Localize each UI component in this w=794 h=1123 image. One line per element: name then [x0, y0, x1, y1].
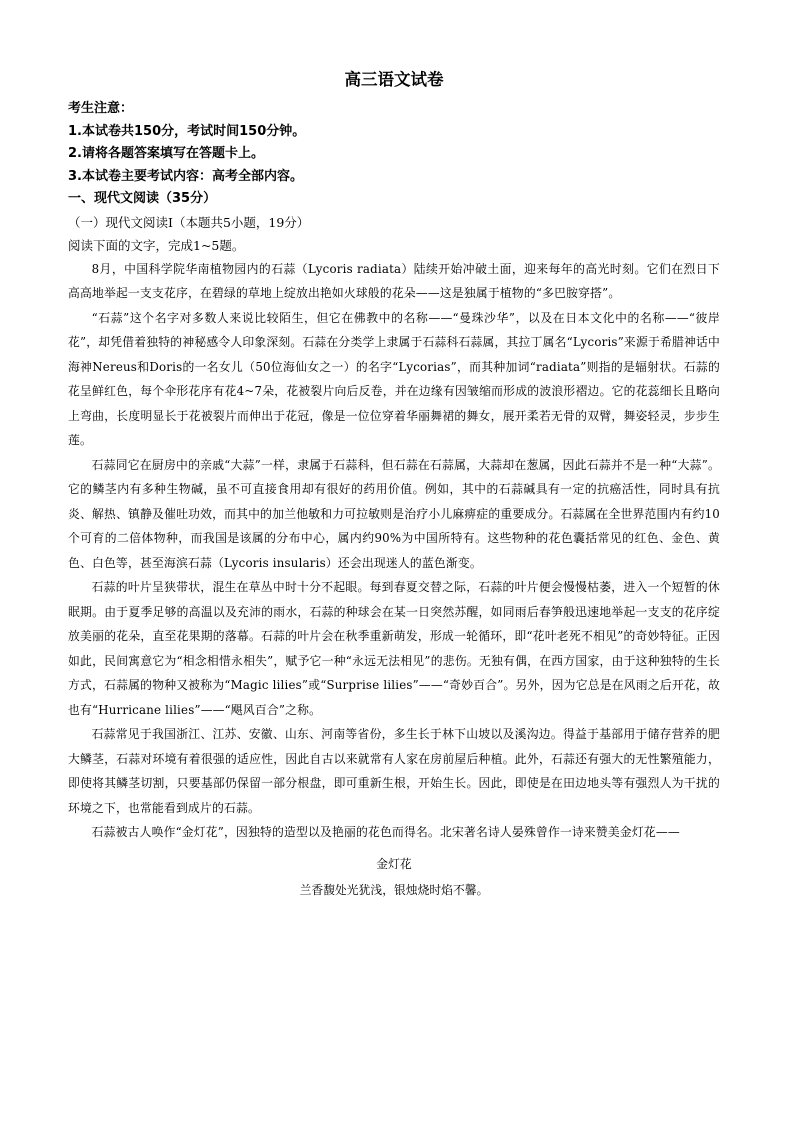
reading-passage — [68, 257, 720, 845]
exam-title: 高三语文试卷 — [344, 70, 444, 89]
passage-paragraph: 石蒜被古人唤作“金灯花”，因独特的造型以及艳丽的花色而得名。北宋著名诗人晏殊曾作一诗来赞美金灯花—— — [91, 825, 680, 839]
notice-item: 1.本试卷共150分，考试时间150分钟。 — [68, 123, 306, 139]
passage-paragraph: 石蒜同它在厨房中的亲戚“大蒜”一样，隶属于石蒜科，但石蒜在石蒜属，大蒜却在葱属，因此石蒜并不是一种“大蒜”。它的鳞茎内有多种生物碱，虽不可直接食用却有很好的药用价值。例如，其中的石蒜碱具有一定的抗癌活性，同时具有抗炎、解热、镇静及催吐功效，而其中的加兰他敏和力可拉敏则是治疗小儿麻痹症的重要成分。石蒜属在全世界范围内有约10个可育的二倍体物种，而我国是该属的分布中心，属内约90%为中国所特有。这些物种的花色囊括常见的红色、金色、黄色、白色等，甚至海滨石蒜（Lycoris insularis）还会出现迷人的蓝色渐变。 — [68, 457, 720, 570]
section-subheading: （一）现代文阅读Ⅰ（本题共5小题，19分） — [68, 214, 310, 230]
notice-heading: 考生注意： — [68, 101, 134, 116]
poem-title: 金灯花 — [376, 856, 412, 871]
reading-instruction: 阅读下面的文字，完成1~5题。 — [68, 237, 245, 253]
notice-item: 2.请将各题答案填写在答题卡上。 — [68, 146, 264, 161]
poem-block — [68, 851, 720, 903]
section-heading: 一、现代文阅读（35分） — [68, 191, 217, 206]
passage-paragraph: 8月，中国科学院华南植物园内的石蒜（Lycoris radiata）陆续开始冲破土面，迎来每年的高光时刻。它们在烈日下高高地举起一支支花序，在碧绿的草地上绽放出艳如火球般的花朵——这是独属于植物的“多巴胺穿搭”。 — [68, 261, 720, 300]
notice-block — [68, 98, 720, 188]
poem-line: 兰香馥处光犹浅，银烛烧时焰不馨。 — [299, 882, 489, 897]
passage-paragraph: “石蒜”这个名字对多数人来说比较陌生，但它在佛教中的名称——“曼珠沙华”，以及在日本文化中的名称——“彼岸花”，却凭借着独特的神秘感令人印象深刻。石蒜在分类学上隶属于石蒜科石蒜属，其拉丁属名“Lycoris”来源于希腊神话中海神Nereus和Doris的一名女儿（50位海仙女之一）的名字“Lycorias”，而其种加词“radiata”则指的是辐射状。石蒜的花呈鲜红色，每个伞形花序有花4~7朵，花被裂片向后反卷，并在边缘有因皱缩而形成的波浪形褶边。它的花蕊细长且略向上弯曲，长度明显长于花被裂片而伸出于花冠，像是一位位穿着华丽舞裙的舞女，展开柔若无骨的双臂，舞姿轻灵，步步生莲。 — [68, 310, 720, 447]
exam-page — [68, 68, 720, 903]
passage-paragraph: 石蒜常见于我国浙江、江苏、安徽、山东、河南等省份，多生长于林下山坡以及溪沟边。得益于基部用于储存营养的肥大鳞茎，石蒜对环境有着很强的适应性，因此自古以来就常有人家在房前屋后种植。此外，石蒜还有强大的无性繁殖能力，即使将其鳞茎切割，只要基部仍保留一部分根盘，即可重新生根，开始生长。因此，即使是在田边地头等有强烈人为干扰的环境之下，也常能看到成片的石蒜。 — [68, 727, 720, 815]
notice-item: 3.本试卷主要考试内容：高考全部内容。 — [68, 168, 303, 184]
passage-paragraph: 石蒜的叶片呈狭带状，混生在草丛中时十分不起眼。每到春夏交替之际，石蒜的叶片便会慢慢枯萎，进入一个短暂的休眠期。由于夏季足够的高温以及充沛的雨水，石蒜的种球会在某一日突然苏醒，如同雨后春笋般迅速地举起一支支的花序绽放美丽的花朵，直至花果期的落幕。石蒜的叶片会在秋季重新萌发，形成一轮循环，即“花叶老死不相见”的奇妙特征。正因如此，民间寓意它为“相念相惜永相失”，赋予它一种“永远无法相见”的悲伤。无独有偶，在西方国家，由于这种独特的生长方式，石蒜属的物种又被称为“Magic lilies”或“Surprise lilies”——“奇妙百合”。另外，因为它总是在风雨之后开花，故也有“Hurricane lilies”——“飓风百合”之称。 — [68, 580, 720, 717]
